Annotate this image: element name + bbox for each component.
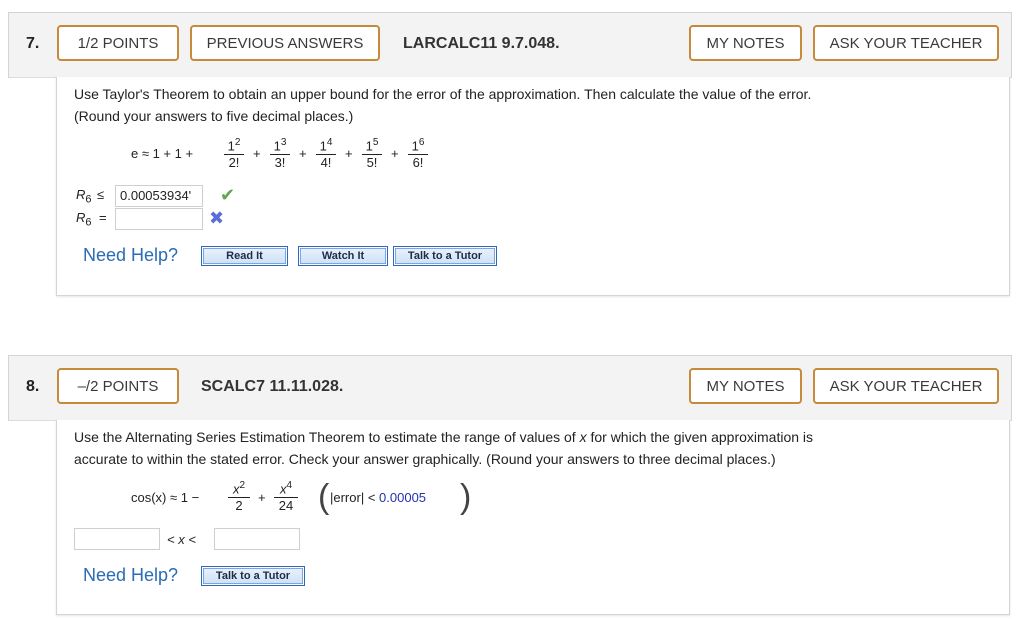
question-7 <box>8 12 1012 78</box>
r6-label: $R_6$ <box>76 210 92 229</box>
question-8 <box>8 355 1012 421</box>
ask-your-teacher-button[interactable]: ASK YOUR TEACHER <box>813 25 999 61</box>
points-button[interactable]: –/2 POINTS <box>57 368 179 404</box>
upper-bound-input[interactable] <box>214 528 300 550</box>
incorrect-x-icon: ✖ <box>209 208 225 228</box>
plus-sign: + <box>253 146 261 161</box>
my-notes-button[interactable]: MY NOTES <box>689 25 802 61</box>
equals-sign: = <box>99 210 107 225</box>
question-7-body <box>56 77 1010 296</box>
talk-to-tutor-button[interactable]: Talk to a Tutor <box>201 566 305 586</box>
plus-sign: + <box>345 146 353 161</box>
need-help-label: Need Help? <box>83 565 179 585</box>
ask-your-teacher-button[interactable]: ASK YOUR TEACHER <box>813 368 999 404</box>
prompt-line-2: accurate to within the stated error. Check your answer graphically. (Round your answers to three decimal places.) <box>74 451 776 467</box>
my-notes-button[interactable]: MY NOTES <box>689 368 802 404</box>
plus-sign: + <box>258 490 266 505</box>
question-code: SCALC7 11.11.028. <box>201 378 344 395</box>
watch-it-button[interactable]: Watch It <box>298 246 388 266</box>
plus-sign: + <box>299 146 307 161</box>
right-paren: ) <box>460 478 472 516</box>
prompt-line-1: Use the Alternating Series Estimation Theorem to estimate the range of values of x for which the given approximation is <box>74 429 814 445</box>
need-help-label: Need Help? <box>83 245 179 265</box>
error-condition: |error| < 0.00005 <box>330 490 427 505</box>
fraction-x2-over-2: $\frac{x^2}{2}$ <box>228 478 250 514</box>
prompt-line-1: Use Taylor's Theorem to obtain an upper bound for the error of the approximation. Then calculate the value of the error. <box>74 86 812 102</box>
range-inequality: < x < <box>167 532 196 547</box>
read-it-button[interactable]: Read It <box>201 246 288 266</box>
plus-sign: + <box>391 146 399 161</box>
fraction-x4-over-24: $\frac{x^4}{24}$ <box>274 478 298 514</box>
question-7-header <box>9 13 1011 78</box>
prompt-line-2: (Round your answers to five decimal places.) <box>74 108 354 124</box>
talk-to-tutor-button[interactable]: Talk to a Tutor <box>393 246 497 266</box>
r6-value-input[interactable] <box>115 208 203 230</box>
previous-answers-button[interactable]: PREVIOUS ANSWERS <box>190 25 380 61</box>
question-number: 7. <box>26 35 40 52</box>
question-number: 8. <box>26 378 40 395</box>
formula-lhs: cos(x) ≈ 1 − <box>131 490 200 505</box>
less-equal-sign: ≤ <box>97 187 105 202</box>
fraction-term-2: $\frac{1^3}{3!}$ <box>270 135 290 171</box>
points-button[interactable]: 1/2 POINTS <box>57 25 179 61</box>
r6-bound-input[interactable]: 0.00053934' <box>115 185 203 207</box>
fraction-term-5: $\frac{1^6}{6!}$ <box>408 135 428 171</box>
lower-bound-input[interactable] <box>74 528 160 550</box>
left-paren: ( <box>318 478 330 516</box>
question-8-header <box>9 356 1011 421</box>
fraction-term-1: $\frac{1^2}{2!}$ <box>224 135 244 171</box>
r6-label: $R_6$ <box>76 187 92 206</box>
fraction-term-4: $\frac{1^5}{5!}$ <box>362 135 382 171</box>
question-8-body <box>56 420 1010 615</box>
question-code: LARCALC11 9.7.048. <box>403 35 560 52</box>
formula-lhs: e ≈ 1 + 1 + <box>131 146 194 161</box>
fraction-term-3: $\frac{1^4}{4!}$ <box>316 135 336 171</box>
check-icon: ✔ <box>220 185 236 205</box>
